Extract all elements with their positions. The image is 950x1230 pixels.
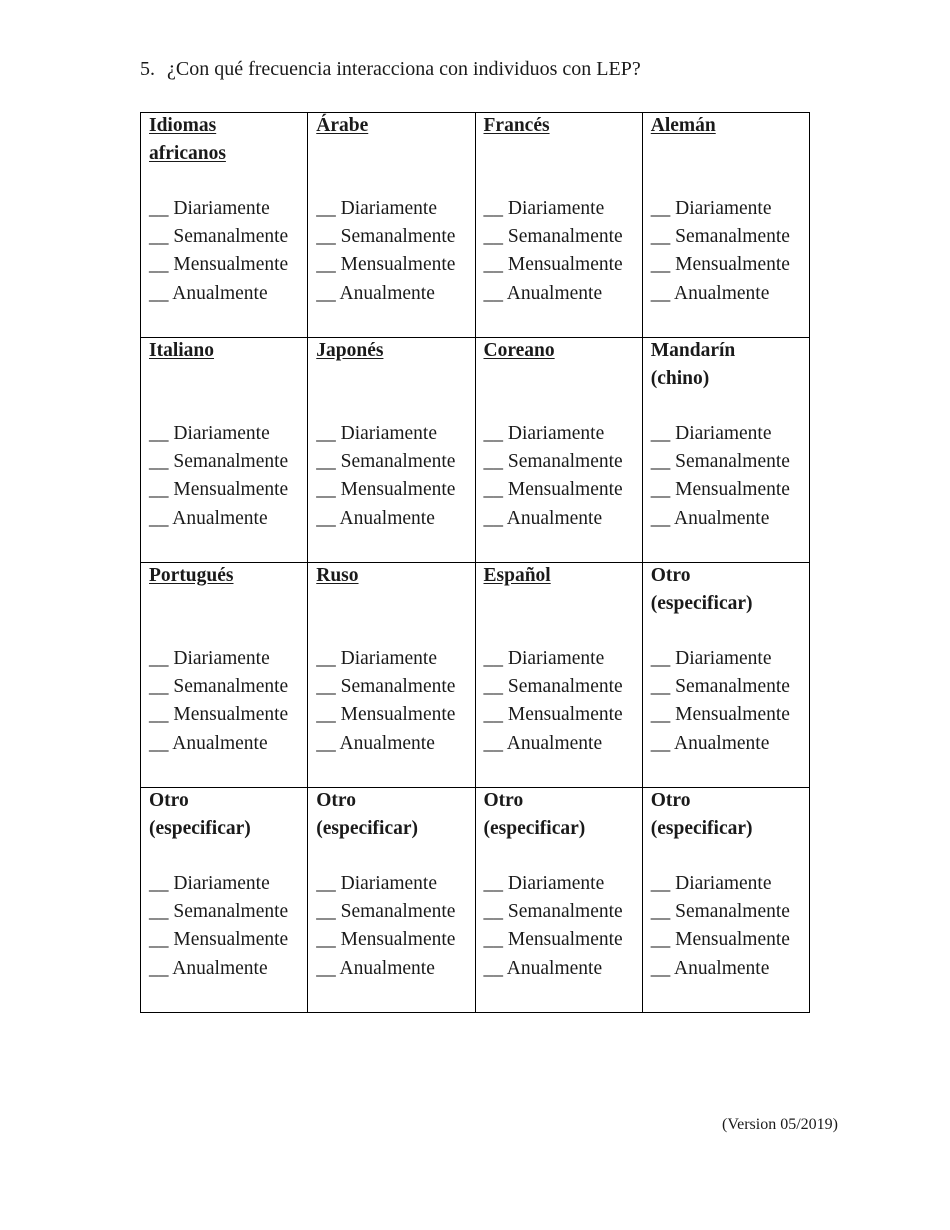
language-name-line: Japonés: [316, 340, 384, 361]
frequency-options: [651, 645, 809, 758]
frequency-option[interactable]: __ Anualmente: [149, 282, 268, 304]
frequency-option[interactable]: __ Semanalmente: [483, 676, 623, 698]
frequency-option[interactable]: __ Diariamente: [316, 423, 437, 444]
frequency-option[interactable]: __ Diariamente: [149, 873, 270, 894]
language-cell: [475, 788, 642, 1013]
language-name-line: Español: [483, 565, 551, 586]
frequency-option[interactable]: __ Mensualmente: [316, 479, 456, 501]
language-name-line: Mandarín: [650, 340, 736, 361]
frequency-option[interactable]: __ Diariamente: [483, 198, 605, 219]
frequency-options: [484, 870, 642, 983]
frequency-option[interactable]: __ Semanalmente: [483, 901, 623, 923]
frequency-options: [651, 870, 809, 983]
language-cell: [475, 113, 642, 338]
frequency-options: [651, 420, 809, 533]
language-name: [149, 562, 307, 618]
language-cell: [141, 113, 308, 338]
language-name: [316, 787, 474, 843]
language-name-line: Portugués: [149, 565, 234, 586]
language-name-line: (especificar): [316, 818, 419, 840]
language-name: [149, 112, 307, 168]
frequency-option[interactable]: __ Anualmente: [483, 957, 603, 979]
table-row: [141, 563, 810, 788]
frequency-options: [484, 420, 642, 533]
language-name-line: Otro: [650, 565, 691, 586]
frequency-options: [149, 195, 307, 308]
frequency-option[interactable]: __ Anualmente: [483, 732, 603, 754]
frequency-option[interactable]: __ Mensualmente: [650, 929, 790, 951]
frequency-option[interactable]: __ Semanalmente: [149, 676, 289, 698]
language-cell: [141, 563, 308, 788]
language-name-line: Otro: [149, 790, 189, 811]
frequency-option[interactable]: __ Semanalmente: [316, 226, 456, 248]
language-name: [484, 337, 642, 393]
frequency-options: [316, 645, 474, 758]
frequency-option[interactable]: __ Anualmente: [650, 507, 770, 529]
frequency-options: [149, 420, 307, 533]
language-name: [484, 562, 642, 618]
language-cell: [141, 788, 308, 1013]
language-name-line: Italiano: [149, 340, 215, 361]
frequency-option[interactable]: __ Anualmente: [316, 507, 435, 529]
language-name-line: africanos: [149, 143, 226, 165]
language-cell: [308, 788, 475, 1013]
frequency-options: [484, 195, 642, 308]
language-name: [316, 112, 474, 168]
question-text: ¿Con qué frecuencia interacciona con individuos con LEP?: [167, 58, 641, 80]
frequency-option[interactable]: __ Anualmente: [650, 282, 770, 304]
table-row: [141, 113, 810, 338]
frequency-option[interactable]: __ Semanalmente: [650, 451, 790, 473]
frequency-option[interactable]: __ Semanalmente: [650, 676, 790, 698]
frequency-options: [651, 195, 809, 308]
frequency-option[interactable]: __ Diariamente: [650, 873, 772, 894]
language-name: [651, 787, 809, 843]
frequency-option[interactable]: __ Mensualmente: [149, 254, 289, 276]
frequency-option[interactable]: __ Anualmente: [650, 957, 770, 979]
language-cell: [642, 338, 809, 563]
frequency-option[interactable]: __ Anualmente: [316, 732, 435, 754]
language-name-line: (chino): [650, 368, 710, 390]
frequency-option[interactable]: __ Anualmente: [650, 732, 770, 754]
frequency-option[interactable]: __ Mensualmente: [316, 254, 456, 276]
frequency-option[interactable]: __ Mensualmente: [483, 704, 623, 726]
question-5: [140, 56, 641, 82]
frequency-option[interactable]: __ Diariamente: [483, 423, 605, 444]
frequency-option[interactable]: __ Semanalmente: [149, 901, 289, 923]
language-name: [484, 112, 642, 168]
frequency-option[interactable]: __ Semanalmente: [483, 226, 623, 248]
frequency-option[interactable]: __ Semanalmente: [316, 451, 456, 473]
frequency-options: [316, 195, 474, 308]
language-cell: [141, 338, 308, 563]
frequency-option[interactable]: __ Mensualmente: [483, 929, 623, 951]
frequency-option[interactable]: __ Diariamente: [483, 648, 605, 669]
language-name-line: Ruso: [316, 565, 359, 586]
table-row: [141, 338, 810, 563]
frequency-option[interactable]: __ Anualmente: [483, 282, 603, 304]
frequency-option[interactable]: __ Semanalmente: [316, 901, 456, 923]
language-name: [651, 562, 809, 618]
frequency-option[interactable]: __ Diariamente: [650, 648, 772, 669]
frequency-option[interactable]: __ Mensualmente: [483, 254, 623, 276]
frequency-option[interactable]: __ Mensualmente: [149, 929, 289, 951]
frequency-option[interactable]: __ Mensualmente: [149, 479, 289, 501]
language-name-line: Francés: [483, 115, 550, 136]
language-name-line: Árabe: [316, 115, 369, 136]
language-name: [316, 562, 474, 618]
language-name: [316, 337, 474, 393]
language-cell: [308, 563, 475, 788]
frequency-option[interactable]: __ Anualmente: [149, 507, 268, 529]
frequency-option[interactable]: __ Semanalmente: [650, 901, 790, 923]
language-cell: [475, 338, 642, 563]
frequency-option[interactable]: __ Diariamente: [483, 873, 605, 894]
frequency-option[interactable]: __ Diariamente: [149, 648, 270, 669]
frequency-option[interactable]: __ Diariamente: [650, 423, 772, 444]
frequency-option[interactable]: __ Mensualmente: [650, 704, 790, 726]
language-name-line: (especificar): [149, 818, 251, 840]
language-name-line: Otro: [650, 790, 691, 811]
frequency-option[interactable]: __ Diariamente: [316, 198, 437, 219]
frequency-option[interactable]: __ Mensualmente: [483, 479, 623, 501]
frequency-option[interactable]: __ Mensualmente: [316, 704, 456, 726]
language-name-line: (especificar): [650, 593, 753, 615]
frequency-option[interactable]: __ Anualmente: [149, 732, 268, 754]
frequency-option[interactable]: __ Semanalmente: [149, 226, 289, 248]
frequency-options: [484, 645, 642, 758]
frequency-option[interactable]: __ Mensualmente: [316, 929, 456, 951]
language-cell: [308, 113, 475, 338]
frequency-option[interactable]: __ Semanalmente: [650, 226, 790, 248]
frequency-option[interactable]: __ Mensualmente: [650, 254, 790, 276]
language-frequency-table: [140, 112, 810, 1013]
frequency-options: [316, 420, 474, 533]
question-number: 5.: [140, 58, 155, 80]
frequency-option[interactable]: __ Anualmente: [483, 507, 603, 529]
frequency-option[interactable]: __ Anualmente: [316, 957, 435, 979]
frequency-option[interactable]: __ Diariamente: [149, 423, 270, 444]
language-name: [149, 337, 307, 393]
frequency-option[interactable]: __ Anualmente: [316, 282, 435, 304]
language-name-line: Otro: [483, 790, 524, 811]
table-row: [141, 788, 810, 1013]
language-name: [651, 337, 809, 393]
frequency-option[interactable]: __ Mensualmente: [149, 704, 289, 726]
frequency-option[interactable]: __ Mensualmente: [650, 479, 790, 501]
version-label: (Version 05/2019): [722, 1116, 838, 1133]
frequency-option[interactable]: __ Diariamente: [316, 648, 437, 669]
frequency-option[interactable]: __ Anualmente: [149, 957, 268, 979]
frequency-option[interactable]: __ Diariamente: [650, 198, 772, 219]
language-cell: [642, 788, 809, 1013]
language-name-line: Idiomas: [149, 115, 217, 136]
language-name: [651, 112, 809, 168]
frequency-options: [149, 645, 307, 758]
language-name-line: Otro: [316, 790, 356, 811]
frequency-option[interactable]: __ Semanalmente: [149, 451, 289, 473]
language-cell: [642, 113, 809, 338]
frequency-options: [149, 870, 307, 983]
language-name: [149, 787, 307, 843]
language-name-line: (especificar): [650, 818, 753, 840]
language-cell: [308, 338, 475, 563]
language-cell: [475, 563, 642, 788]
language-name-line: (especificar): [483, 818, 586, 840]
frequency-option[interactable]: __ Semanalmente: [316, 676, 456, 698]
language-name: [484, 787, 642, 843]
language-cell: [642, 563, 809, 788]
frequency-option[interactable]: __ Semanalmente: [483, 451, 623, 473]
frequency-option[interactable]: __ Diariamente: [149, 198, 270, 219]
frequency-option[interactable]: __ Diariamente: [316, 873, 437, 894]
language-name-line: Alemán: [650, 115, 716, 136]
frequency-options: [316, 870, 474, 983]
language-name-line: Coreano: [483, 340, 555, 361]
